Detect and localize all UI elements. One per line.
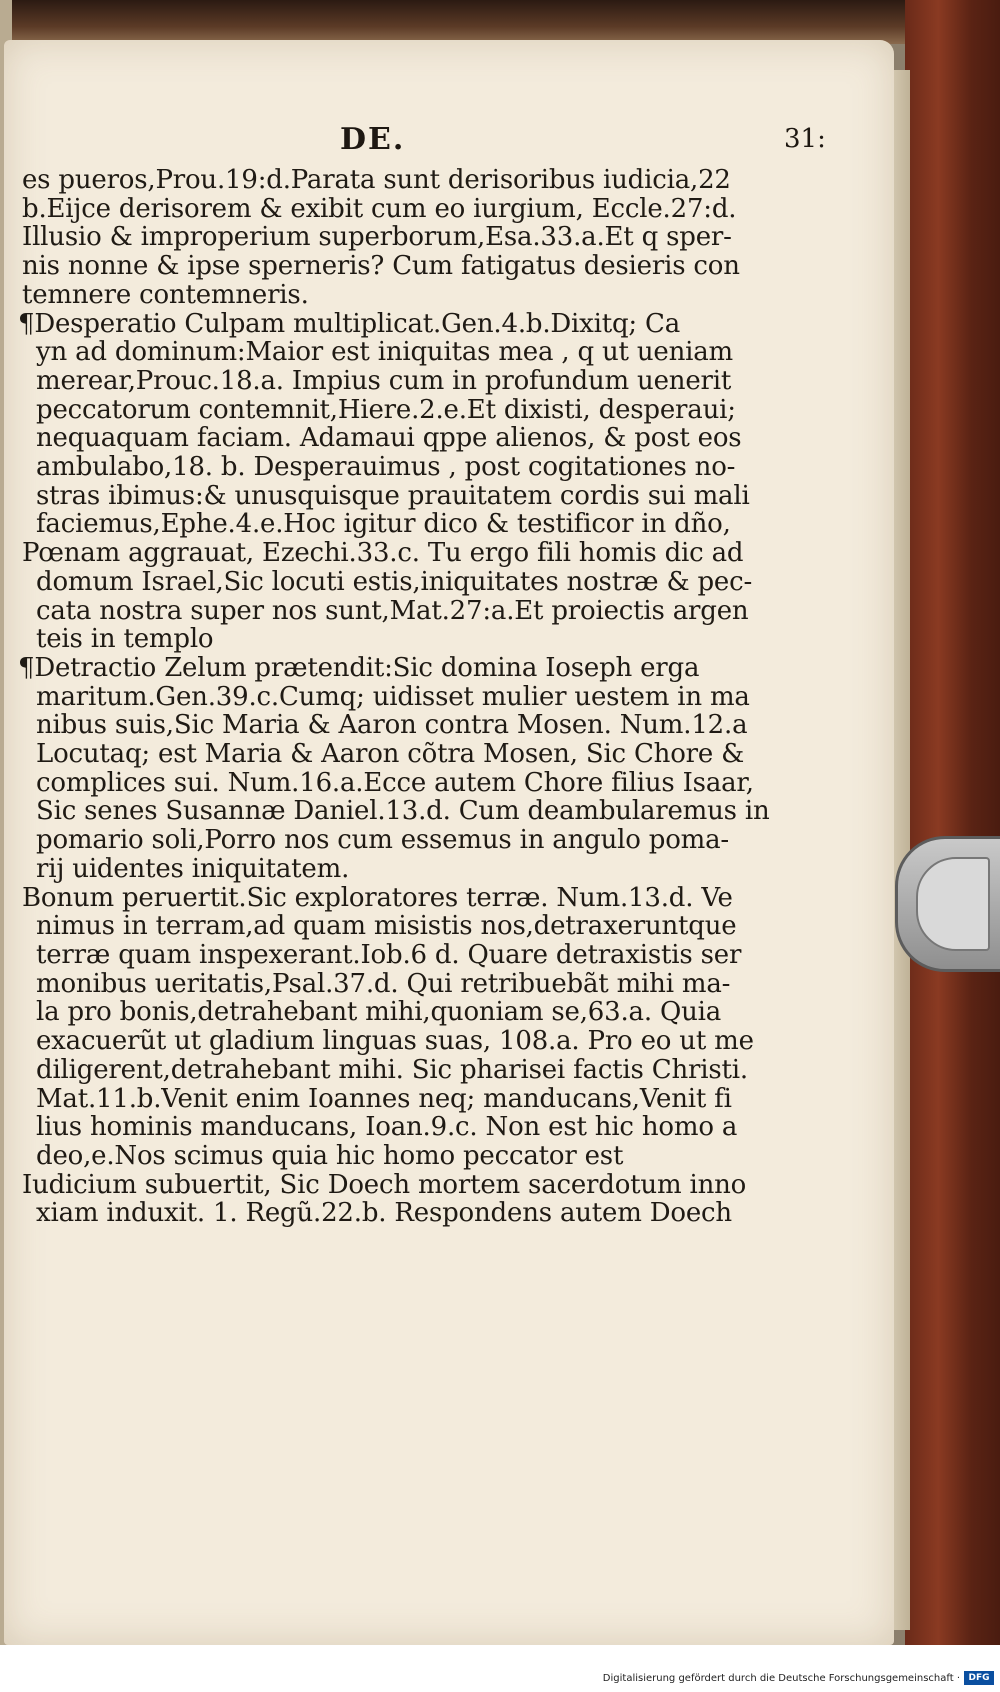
text-line: Locutaq; est Maria & Aaron cõtra Mosen, Sic Chore & [36, 740, 745, 769]
text-line: merear,Prouc.18.a. Impius cum in profundum uenerit [36, 366, 732, 396]
text-line: la pro bonis,detrahebant mihi,quoniam se,63.a. Quia [36, 998, 722, 1028]
text-line: exacuerũt ut gladium linguas suas, 108.a. Pro eo ut me [36, 1027, 754, 1056]
text-line: complices sui. Num.16.a.Ecce autem Chore filius Isaar, [36, 768, 754, 798]
text-line: deo,e.Nos scimus quia hic homo peccator est [36, 1141, 624, 1171]
page-header [0, 122, 900, 162]
text-line: es pueros,Prou.19:d.Parata sunt derisoribus iudicia,22 [22, 166, 731, 195]
text-line: nequaquam faciam. Adamaui qppe alienos, & post eos [36, 424, 742, 454]
text-line: maritum.Gen.39.c.Cumq; uidisset mulier uestem in ma [36, 682, 750, 712]
text-line: nimus in terram,ad quam misistis nos,detraxeruntque [36, 912, 737, 941]
text-line: yn ad dominum:Maior est iniquitas mea , q ut ueniam [36, 338, 733, 367]
text-line: ¶Desperatio Culpam multiplicat.Gen.4.b.Dixitq; Ca [18, 309, 681, 339]
clasp-icon [895, 836, 1000, 972]
text-line: lius hominis manducans, Ioan.9.c. Non est hic homo a [36, 1113, 738, 1142]
text-line: b.Eijce derisorem & exibit cum eo iurgium, Eccle.27:d. [22, 194, 737, 224]
text-line: ambulabo,18. b. Desperauimus , post cogitationes no- [36, 453, 736, 482]
text-line: stras ibimus:& unusquisque prauitatem cordis sui mali [36, 481, 750, 511]
text-line: Sic senes Susannæ Daniel.13.d. Cum deambularemus in [36, 797, 770, 827]
body-text [18, 166, 812, 1229]
text-line: temnere contemneris. [22, 280, 309, 310]
funding-credit: Digitalisierung gefördert durch die Deutsche Forschungsgemeinschaft · [602, 1673, 960, 1684]
text-line: pomario soli,Porro nos cum essemus in angulo poma- [36, 826, 730, 855]
book-top-edge [0, 0, 1000, 44]
text-line: Pœnam aggrauat, Ezechi.33.c. Tu ergo fili homis dic ad [22, 539, 744, 568]
text-line: cata nostra super nos sunt,Mat.27:a.Et proiectis argen [36, 596, 749, 626]
text-line: faciemus,Ephe.4.e.Hoc igitur dico & testificor in dño, [36, 510, 731, 540]
text-line: xiam induxit. 1. Regũ.22.b. Respondens autem Doech [36, 1199, 732, 1229]
text-line: domum Israel,Sic locuti estis,iniquitates nostræ & pec- [36, 567, 753, 597]
text-line: monibus ueritatis,Psal.37.d. Qui retribuebãt mihi ma- [36, 969, 731, 999]
text-line: Mat.11.b.Venit enim Ioannes neq; manducans,Venit fi [36, 1084, 732, 1114]
text-line: nis nonne & ipse sperneris? Cum fatigatus desieris con [22, 252, 740, 281]
page-number: 31: [784, 124, 826, 154]
text-line: teis in templo [36, 625, 214, 654]
text-line: nibus suis,Sic Maria & Aaron contra Mosen. Num.12.a [36, 711, 748, 741]
text-line: Illusio & improperium superborum,Esa.33.a.Et q sper- [22, 223, 732, 253]
text-line: Bonum peruertit.Sic exploratores terræ. Num.13.d. Ve [22, 883, 733, 913]
text-line: rij uidentes iniquitatem. [36, 854, 350, 884]
dfg-logo: DFG [964, 1671, 994, 1685]
text-line: ¶Detractio Zelum prætendit:Sic domina Ioseph erga [18, 653, 700, 683]
text-line: peccatorum contemnit,Hiere.2.e.Et dixisti, desperaui; [36, 395, 736, 425]
text-line: diligerent,detrahebant mihi. Sic pharisei factis Christi. [36, 1055, 748, 1085]
text-line: terræ quam inspexerant.Iob.6 d. Quare detraxistis ser [36, 940, 742, 970]
running-head: DE. [340, 122, 406, 157]
footer-bar [0, 1645, 1000, 1692]
text-line: Iudicium subuertit, Sic Doech mortem sacerdotum inno [22, 1170, 747, 1200]
